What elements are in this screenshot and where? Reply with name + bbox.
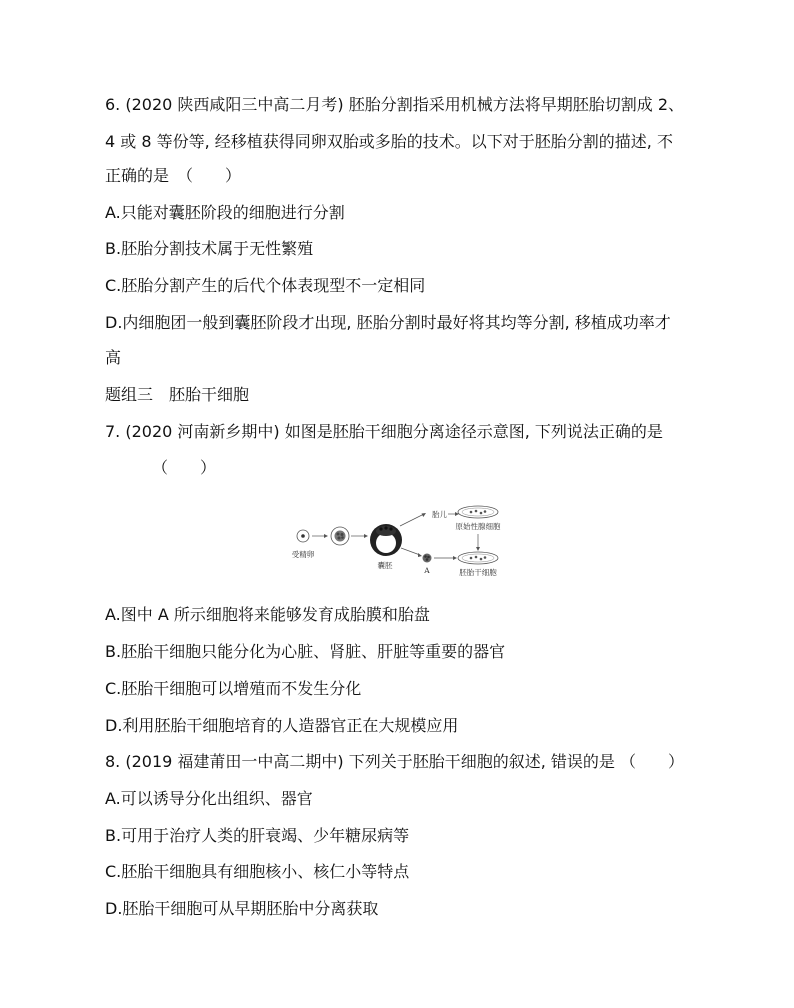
q8-stem-line1: 8. (2019 福建莆田一中高二期中) 下列关于胚胎干细胞的叙述, 错误的是 （ ） bbox=[105, 752, 684, 771]
q7-option-a: A.图中 A 所示细胞将来能够发育成胎膜和胎盘 bbox=[105, 605, 430, 624]
q8-option-b: B.可用于治疗人类的肝衰竭、少年糖尿病等 bbox=[105, 826, 410, 845]
q6-stem-line3: 正确的是 （ ） bbox=[105, 166, 242, 185]
embryonic-stem-cells-label: 胚胎干细胞 bbox=[459, 568, 497, 577]
blastocyst bbox=[370, 524, 402, 556]
cell-cluster-a bbox=[423, 554, 432, 563]
blastocyst-label: 囊胚 bbox=[377, 561, 393, 570]
q7-stem-line2: （ ） bbox=[152, 458, 217, 477]
q6-option-d: D.内细胞团一般到囊胚阶段才出现, 胚胎分割时最好将其均等分割, 移植成功率才 bbox=[105, 313, 671, 332]
fetus-label: 胎儿 bbox=[432, 510, 447, 519]
q8-option-c: C.胚胎干细胞具有细胞核小、核仁小等特点 bbox=[105, 862, 410, 881]
arrow-to-a-head bbox=[418, 553, 422, 557]
arrow-down-head bbox=[476, 547, 480, 551]
culture-dish-top bbox=[458, 506, 498, 518]
arrow-to-a bbox=[401, 548, 420, 555]
q6-stem-line1: 6. (2020 陕西咸阳三中高二月考) 胚胎分割指采用机械方法将早期胚胎切割成 2、 bbox=[105, 95, 684, 114]
label-a: A bbox=[424, 566, 430, 575]
q8-option-d: D.胚胎干细胞可从早期胚胎中分离获取 bbox=[105, 899, 379, 918]
fertilized-egg bbox=[297, 530, 309, 542]
q8-option-a: A.可以诱导分化出组织、器官 bbox=[105, 789, 313, 808]
arrow-to-fetus bbox=[400, 514, 424, 526]
culture-dish-bottom bbox=[458, 552, 498, 564]
q6-option-c: C.胚胎分割产生的后代个体表现型不一定相同 bbox=[105, 276, 426, 295]
q7-option-d: D.利用胚胎干细胞培育的人造器官正在大规模应用 bbox=[105, 716, 459, 735]
fertilized-egg-label: 受精卵 bbox=[291, 550, 315, 559]
arrow-2-head bbox=[364, 534, 368, 538]
q6-stem-line2: 4 或 8 等份等, 经移植获得同卵双胎或多胎的技术。以下对于胚胎分割的描述, 不 bbox=[105, 132, 673, 151]
arrow-1-head bbox=[324, 534, 328, 538]
section-title: 题组三 胚胎干细胞 bbox=[105, 385, 250, 404]
morula bbox=[331, 527, 349, 545]
q7-option-b: B.胚胎干细胞只能分化为心脏、肾脏、肝脏等重要的器官 bbox=[105, 642, 506, 661]
q7-stem-line1: 7. (2020 河南新乡期中) 如图是胚胎干细胞分离途径示意图, 下列说法正确的是 bbox=[105, 422, 663, 441]
q6-option-d-continued: 高 bbox=[105, 348, 122, 367]
arrow-to-stem-cells-head bbox=[453, 556, 457, 560]
embryonic-stem-cell-diagram bbox=[282, 493, 522, 583]
q6-option-a: A.只能对囊胚阶段的细胞进行分割 bbox=[105, 203, 345, 222]
q6-option-b: B.胚胎分割技术属于无性繁殖 bbox=[105, 239, 314, 258]
primordial-germ-cells-label: 原始性腺细胞 bbox=[455, 522, 501, 531]
q7-option-c: C.胚胎干细胞可以增殖而不发生分化 bbox=[105, 679, 362, 698]
